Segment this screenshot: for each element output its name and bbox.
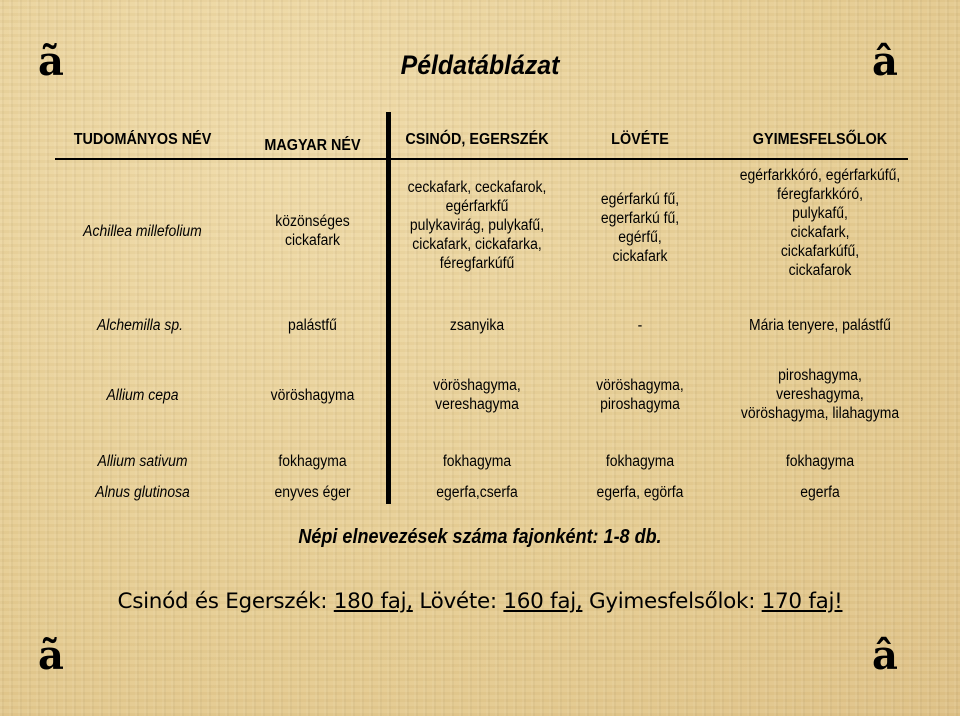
header-scientific-name: TUDOMÁNYOS NÉV <box>73 131 212 148</box>
summary-label: Csinód és Egerszék: <box>117 589 334 614</box>
cell-line: egérfarkfű <box>445 198 509 215</box>
table-cell-lovete <box>568 190 712 266</box>
ornament-icon: ã <box>38 632 64 679</box>
table-cell-hungarian: palástfű <box>288 317 337 334</box>
table-cell-csinod: zsanyika <box>449 317 505 334</box>
table-cell-hungarian: fokhagyma <box>278 453 347 470</box>
cell-line: vöröshagyma, <box>596 377 684 394</box>
cell-line: cickafark <box>284 232 341 249</box>
table-cell-gyimes <box>726 166 915 280</box>
table-cell-lovete: fokhagyma <box>605 453 675 470</box>
cell-line: piroshagyma, <box>778 367 862 384</box>
page-title: Példatáblázat <box>400 50 560 80</box>
header-hungarian-name: MAGYAR NÉV <box>264 137 361 154</box>
table-cell-scientific: Alnus glutinosa <box>95 484 190 501</box>
table-cell-scientific: Alchemilla sp. <box>96 317 184 334</box>
header-csinod: CSINÓD, EGERSZÉK <box>405 131 549 148</box>
cell-line: egérfarkkóró, egérfarkúfű, <box>739 167 901 184</box>
table-cell-scientific: Achillea millefolium <box>83 223 202 240</box>
ornament-icon: ã <box>38 38 64 85</box>
table-cell-scientific: Allium cepa <box>106 387 179 404</box>
cell-line: egérfű, <box>618 229 662 246</box>
table-cell-gyimes: fokhagyma <box>785 453 855 470</box>
table-cell-gyimes: egerfa <box>800 484 840 501</box>
cell-line: vereshagyma <box>435 396 519 413</box>
table-cell-csinod: fokhagyma <box>442 453 512 470</box>
cell-line: féregfarkúfű <box>439 255 515 272</box>
cell-line: vöröshagyma, <box>433 377 521 394</box>
summary-value: 170 faj! <box>761 589 843 614</box>
table-cell-gyimes <box>726 366 915 423</box>
cell-line: vereshagyma, <box>776 386 864 403</box>
summary-value: 180 faj, <box>333 589 413 614</box>
summary-label: Lövéte: <box>412 589 504 614</box>
cell-line: cickafarok <box>788 262 852 279</box>
cell-line: cickafark, cickafarka, <box>412 236 542 253</box>
cell-line: egérfarkú fű, <box>600 191 680 208</box>
cell-line: pulykafű, <box>792 205 848 222</box>
cell-line: egerfarkú fű, <box>600 210 680 227</box>
cell-line: cickafark, <box>790 224 850 241</box>
cell-line: cickafark <box>612 248 668 265</box>
summary-value: 160 faj, <box>503 589 583 614</box>
table-cell-hungarian <box>247 212 378 250</box>
cell-line: cickafarkúfű, <box>780 243 860 260</box>
table-cell-csinod <box>401 178 554 273</box>
ornament-icon: â <box>872 632 898 679</box>
cell-line: piroshagyma <box>600 396 680 413</box>
table-cell-hungarian: vöröshagyma <box>270 387 355 404</box>
table-cell-hungarian: enyves éger <box>274 484 351 501</box>
header-lovete: LÖVÉTE <box>611 131 669 148</box>
summary-line <box>0 589 960 614</box>
table-cell-gyimes: Mária tenyere, palástfű <box>749 317 891 334</box>
footnote: Népi elnevezések száma fajonként: 1-8 db. <box>298 526 662 548</box>
cell-line: ceckafark, ceckafarok, <box>407 179 547 196</box>
header-gyimesfelsolok: GYIMESFELSŐLOK <box>752 131 888 148</box>
table-cell-scientific: Allium sativum <box>97 453 188 470</box>
table-cell-lovete: egerfa, egörfa <box>596 484 684 501</box>
table-cell-lovete <box>568 376 712 414</box>
summary-label: Gyimesfelsőlok: <box>582 589 762 614</box>
table-cell-csinod <box>401 376 554 414</box>
column-divider <box>386 112 391 504</box>
cell-line: pulykavirág, pulykafű, <box>409 217 545 234</box>
table-cell-lovete: - <box>637 317 643 334</box>
ornament-icon: â <box>872 38 898 85</box>
table-cell-csinod: egerfa,cserfa <box>436 484 518 501</box>
header-divider <box>55 158 908 160</box>
cell-line: közönséges <box>275 213 350 230</box>
cell-line: féregfarkkóró, <box>776 186 864 203</box>
cell-line: vöröshagyma, lilahagyma <box>740 405 900 422</box>
